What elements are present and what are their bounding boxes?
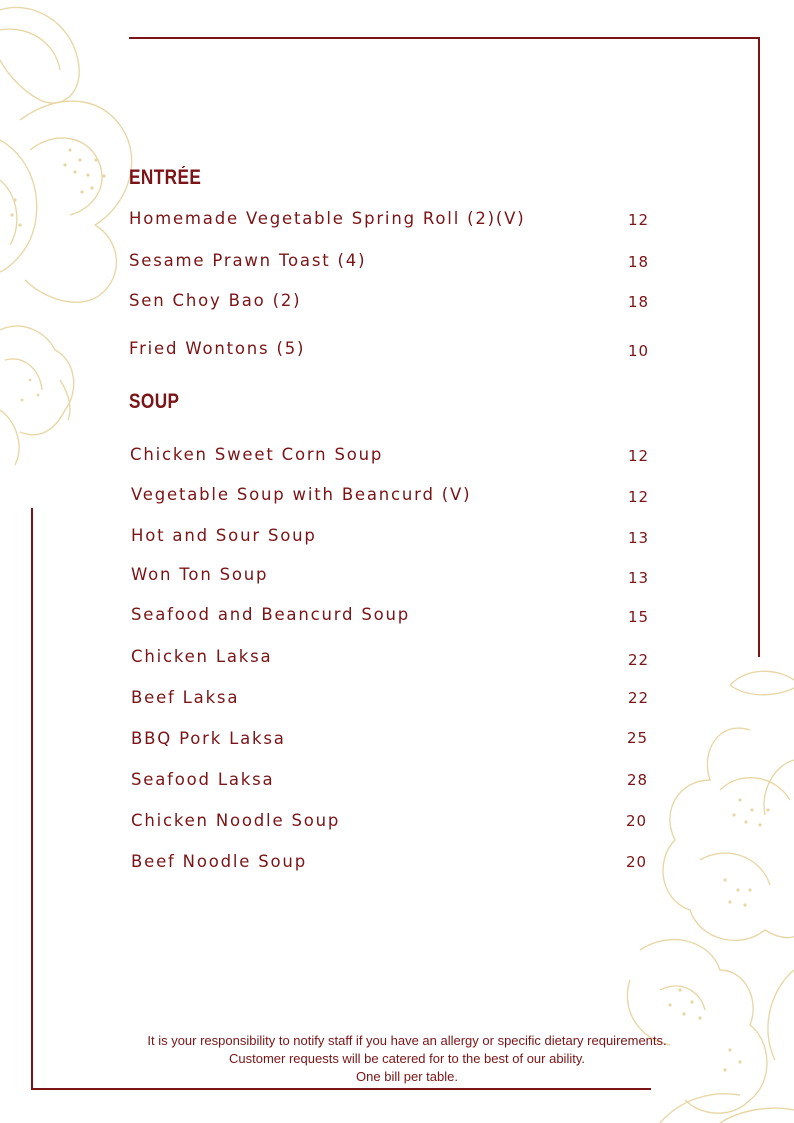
frame-right-rule <box>758 37 760 657</box>
menu-item-price: 18 <box>628 253 650 271</box>
footer-allergy-note: It is your responsibility to notify staff if you have an allergy or specific dietary requirements. <box>147 1033 667 1048</box>
section-title-entree: ENTRÉE <box>129 166 202 189</box>
menu-item-price: 12 <box>628 211 650 229</box>
menu-item-name: Seafood and Beancurd Soup <box>131 605 411 624</box>
frame-bottom-rule <box>31 1088 651 1090</box>
floral-decoration-top-left <box>0 0 140 470</box>
menu-item-price: 15 <box>628 608 650 626</box>
menu-item-name: Homemade Vegetable Spring Roll (2)(V) <box>129 209 526 228</box>
menu-item-name: Seafood Laksa <box>131 770 275 789</box>
menu-item-name: Chicken Noodle Soup <box>131 811 341 830</box>
menu-item-price: 13 <box>628 569 650 587</box>
frame-top-rule <box>129 37 760 39</box>
menu-item-name: Beef Noodle Soup <box>131 852 307 871</box>
menu-item-name: Chicken Sweet Corn Soup <box>130 445 384 464</box>
footer-notice <box>60 1032 754 1086</box>
menu-item-price: 12 <box>628 488 650 506</box>
menu-item-price: 28 <box>627 771 649 789</box>
menu-item-name: BBQ Pork Laksa <box>131 729 286 748</box>
menu-item-name: Sen Choy Bao (2) <box>129 291 302 310</box>
menu-item-price: 25 <box>627 729 649 747</box>
frame-left-rule <box>31 508 33 1090</box>
menu-item-price: 22 <box>628 689 650 707</box>
section-title-soup: SOUP <box>129 390 180 413</box>
footer-bill-note: One bill per table. <box>356 1069 458 1084</box>
menu-item-price: 20 <box>626 812 648 830</box>
menu-item-name: Hot and Sour Soup <box>131 526 317 545</box>
footer-requests-note: Customer requests will be catered for to the best of our ability. <box>229 1051 585 1066</box>
menu-item-price: 10 <box>628 342 650 360</box>
menu-item-price: 20 <box>626 853 648 871</box>
menu-item-name: Fried Wontons (5) <box>129 339 306 358</box>
menu-item-name: Vegetable Soup with Beancurd (V) <box>131 485 472 504</box>
menu-item-name: Sesame Prawn Toast (4) <box>129 251 367 270</box>
menu-item-name: Won Ton Soup <box>131 565 269 584</box>
menu-item-name: Beef Laksa <box>131 688 240 707</box>
menu-item-name: Chicken Laksa <box>131 647 273 666</box>
menu-item-price: 22 <box>628 651 650 669</box>
menu-item-price: 13 <box>628 529 650 547</box>
menu-item-price: 18 <box>628 293 650 311</box>
menu-item-price: 12 <box>628 447 650 465</box>
